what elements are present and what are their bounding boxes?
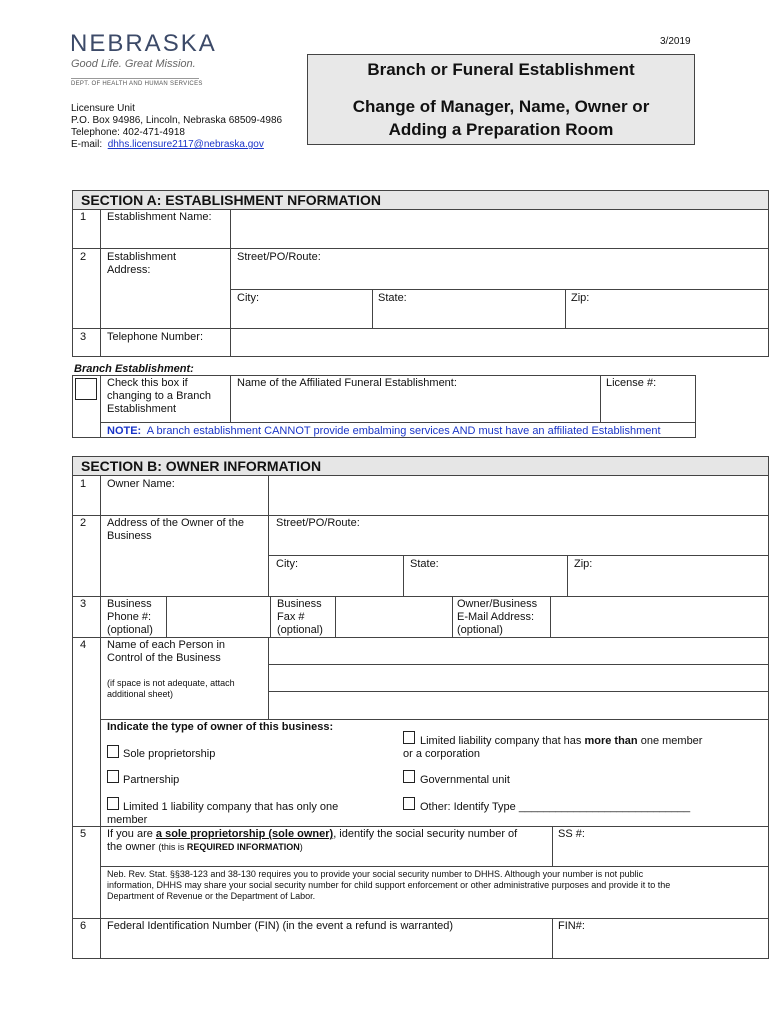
- statute-notice-line3: Department of Revenue or the Department of Labor.: [107, 891, 316, 901]
- owner-address-label-line2: Business: [107, 530, 152, 542]
- statute-notice-line2: information, DHHS may share your social security number for child support enforcement or other administrative purposes and provide it to the: [107, 880, 671, 890]
- establishment-name-field[interactable]: [232, 211, 767, 246]
- section-a-row-divider: [230, 289, 769, 290]
- ssn-required-note-bold: REQUIRED INFORMATION: [186, 842, 300, 852]
- llc-multi-member-checkbox[interactable]: [403, 731, 415, 744]
- llc-multi-member-text-a: Limited liability company that has: [420, 735, 585, 747]
- contact-phone: Telephone: 402-471-4918: [71, 127, 185, 138]
- persons-in-control-note-line2: additional sheet): [107, 689, 174, 699]
- owner-name-field[interactable]: [270, 477, 767, 513]
- section-b-col-divider: [268, 637, 269, 719]
- branch-col-divider: [230, 375, 231, 422]
- establishment-name-label: Establishment Name:: [107, 211, 212, 223]
- owner-name-label: Owner Name:: [107, 478, 175, 490]
- persons-in-control-label-line2: Control of the Business: [107, 652, 221, 664]
- persons-in-control-note: [107, 678, 235, 700]
- contact-email-link[interactable]: dhhs.licensure2117@nebraska.gov: [107, 139, 264, 150]
- section-b-row-divider: [268, 555, 769, 556]
- business-email-field[interactable]: [551, 597, 767, 636]
- contact-address: P.O. Box 94986, Lincoln, Nebraska 68509-4986: [71, 115, 283, 126]
- city-field[interactable]: City:: [237, 292, 259, 304]
- business-phone-label-line3: (optional): [107, 624, 153, 636]
- branch-check-label-line2: changing to a Branch: [107, 390, 211, 402]
- business-fax-label: [277, 598, 323, 637]
- section-b-col-divider: [452, 596, 453, 637]
- ssn-field[interactable]: SS #:: [558, 828, 585, 840]
- branch-heading: Branch Establishment:: [74, 363, 194, 375]
- business-phone-label: [107, 598, 153, 637]
- partnership-checkbox[interactable]: [107, 770, 119, 783]
- business-phone-label-line1: Business: [107, 598, 152, 610]
- llc-single-member-label-cont: member: [107, 814, 148, 826]
- llc-multi-member-label: [420, 735, 702, 748]
- section-b-heading: SECTION B: OWNER INFORMATION: [72, 456, 769, 476]
- llc-multi-member-label-cont: or a corporation: [403, 748, 481, 760]
- section-b-row-divider: [72, 918, 769, 919]
- section-a-heading: SECTION A: ESTABLISHMENT NFORMATION: [72, 190, 769, 210]
- business-fax-field[interactable]: [336, 597, 451, 636]
- business-phone-field[interactable]: [167, 597, 269, 636]
- section-b-col-divider: [268, 475, 269, 596]
- partnership-label: Partnership: [123, 774, 180, 786]
- llc-single-member-label: Limited 1 liability company that has only one: [123, 801, 339, 813]
- llc-single-member-checkbox[interactable]: [107, 797, 119, 810]
- form-subtitle: [307, 95, 695, 141]
- establishment-address-label-line2: Address:: [107, 264, 151, 276]
- zip-field[interactable]: Zip:: [571, 292, 590, 304]
- branch-col-divider: [100, 375, 101, 438]
- establishment-address-label: [107, 251, 176, 277]
- branch-note: [107, 425, 661, 437]
- statute-notice: [107, 869, 762, 902]
- person-in-control-field[interactable]: [270, 666, 767, 690]
- row-number: 4: [80, 639, 87, 651]
- section-b-row-divider: [268, 664, 769, 665]
- section-b-row-divider: [100, 719, 769, 720]
- owner-state-field[interactable]: State:: [410, 558, 439, 570]
- business-email-label-line3: (optional): [457, 624, 503, 636]
- row-number: 5: [80, 828, 87, 840]
- contact-unit: Licensure Unit: [71, 103, 135, 114]
- ssn-instruction: [107, 828, 547, 854]
- ssn-instruction-bold: a sole proprietorship (sole owner): [155, 828, 334, 840]
- ssn-required-note: [158, 842, 302, 852]
- branch-check-label-line3: Establishment: [107, 403, 177, 415]
- row-number: 1: [80, 211, 87, 223]
- telephone-field[interactable]: [232, 330, 767, 356]
- row-number: 3: [80, 331, 87, 343]
- branch-note-text: A branch establishment CANNOT provide embalming services AND must have an affiliated Establishment: [146, 425, 661, 437]
- branch-col-divider: [600, 375, 601, 422]
- logo-divider: [71, 78, 199, 79]
- contact-block: [71, 103, 282, 151]
- branch-check-label: [107, 377, 211, 416]
- form-date: 3/2019: [660, 36, 691, 47]
- section-a-col-divider: [100, 209, 101, 357]
- section-a-col-divider: [565, 289, 566, 329]
- owner-type-heading: Indicate the type of owner of this business:: [107, 721, 334, 733]
- governmental-unit-checkbox[interactable]: [403, 770, 415, 783]
- business-email-label-line1: Owner/Business: [457, 598, 538, 610]
- business-fax-label-line3: (optional): [277, 624, 323, 636]
- ssn-required-note-end: ): [299, 842, 303, 852]
- form-subtitle-line2: Adding a Preparation Room: [388, 120, 614, 139]
- statute-notice-line1: Neb. Rev. Stat. §§38-123 and 38-130 requires you to provide your social security number to DHHS. Although your number is not public: [107, 869, 644, 879]
- business-email-label-line2: E-Mail Address:: [457, 611, 535, 623]
- business-fax-label-line2: Fax #: [277, 611, 305, 623]
- section-b-col-divider: [100, 475, 101, 959]
- sole-proprietorship-checkbox[interactable]: [107, 745, 119, 758]
- form-title: Branch or Funeral Establishment: [367, 60, 635, 79]
- llc-multi-member-bold: more than: [584, 735, 638, 747]
- license-field[interactable]: License #:: [606, 377, 657, 389]
- person-in-control-field[interactable]: [270, 639, 767, 663]
- owner-zip-field[interactable]: Zip:: [574, 558, 593, 570]
- branch-check-label-line1: Check this box if: [107, 377, 188, 389]
- owner-city-field[interactable]: City:: [276, 558, 298, 570]
- state-field[interactable]: State:: [378, 292, 407, 304]
- row-number: 1: [80, 478, 87, 490]
- owner-street-field[interactable]: Street/PO/Route:: [276, 517, 360, 529]
- persons-in-control-note-line1: (if space is not adequate, attach: [107, 678, 235, 688]
- section-b-col-divider: [270, 596, 271, 637]
- affiliated-establishment-field[interactable]: Name of the Affiliated Funeral Establishment:: [237, 377, 457, 389]
- section-b-col-divider: [552, 826, 553, 866]
- owner-address-label: [107, 517, 244, 543]
- owner-address-label-line1: Address of the Owner of the: [107, 517, 244, 529]
- persons-in-control-label: [107, 639, 225, 665]
- establishment-address-label-line1: Establishment: [107, 251, 177, 263]
- section-a-col-divider: [230, 209, 231, 357]
- ssn-instruction-a: If you are: [107, 828, 156, 840]
- fin-label: Federal Identification Number (FIN) (in the event a refund is warranted): [107, 920, 454, 932]
- fin-field[interactable]: FIN#:: [558, 920, 585, 932]
- street-field[interactable]: Street/PO/Route:: [237, 251, 321, 263]
- section-b-col-divider: [567, 555, 568, 596]
- business-phone-label-line2: Phone #:: [107, 611, 152, 623]
- logo-department: DEPT. OF HEALTH AND HUMAN SERVICES: [71, 81, 203, 87]
- nebraska-logo: NEBRASKA: [70, 30, 217, 57]
- persons-in-control-label-line1: Name of each Person in: [107, 639, 226, 651]
- section-b-row-divider: [72, 826, 769, 827]
- section-b-col-divider: [552, 918, 553, 959]
- governmental-unit-label: Governmental unit: [420, 774, 510, 786]
- section-a-row-divider: [72, 328, 769, 329]
- section-b-col-divider: [403, 555, 404, 596]
- llc-multi-member-text-b: one member: [637, 735, 703, 747]
- telephone-label: Telephone Number:: [107, 331, 204, 343]
- row-number: 2: [80, 251, 87, 263]
- logo-tagline: Good Life. Great Mission.: [71, 58, 196, 70]
- branch-row-divider: [100, 422, 696, 423]
- form-subtitle-line1: Change of Manager, Name, Owner or: [352, 97, 650, 116]
- other-type-label[interactable]: Other: Identify Type ____________________________: [420, 801, 691, 813]
- ssn-instruction-c: the owner: [107, 841, 159, 853]
- row-number: 6: [80, 920, 87, 932]
- ssn-required-note-a: (this is: [158, 842, 187, 852]
- sole-proprietorship-label: Sole proprietorship: [123, 748, 216, 760]
- section-a-col-divider: [372, 289, 373, 329]
- section-b-row-divider: [72, 515, 769, 516]
- row-number: 2: [80, 517, 87, 529]
- row-number: 3: [80, 598, 87, 610]
- business-fax-label-line1: Business: [277, 598, 322, 610]
- section-b-row-divider: [268, 691, 769, 692]
- section-b-row-divider: [100, 866, 769, 867]
- business-email-label: [457, 598, 537, 637]
- section-b-row-divider: [72, 637, 769, 638]
- person-in-control-field[interactable]: [270, 693, 767, 718]
- other-type-checkbox[interactable]: [403, 797, 415, 810]
- branch-note-label: NOTE:: [107, 425, 142, 437]
- branch-checkbox[interactable]: [75, 378, 97, 400]
- ssn-instruction-b: , identify the social security number of: [333, 828, 518, 840]
- contact-email-label: E-mail:: [71, 139, 103, 150]
- section-a-row-divider: [72, 248, 769, 249]
